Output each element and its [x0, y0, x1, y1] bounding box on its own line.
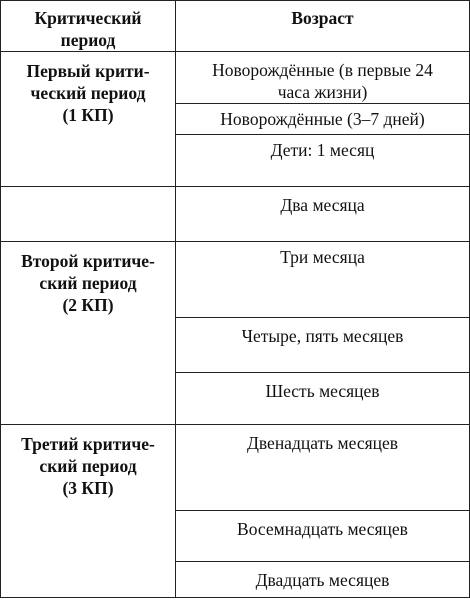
- age-line: Три месяца: [280, 247, 365, 267]
- age-cell: [176, 135, 470, 187]
- age-line: Двенадцать месяцев: [246, 433, 399, 453]
- header-age: Возраст: [176, 1, 470, 52]
- age-line: Два месяца: [280, 195, 365, 215]
- period-1-line-3: (1 КП): [62, 105, 114, 125]
- age-cell: [176, 318, 470, 373]
- age-line: Шесть месяцев: [265, 381, 380, 401]
- period-1-line-1: Первый крити-: [26, 61, 150, 81]
- period-cell-empty: [1, 187, 176, 242]
- table-row: [1, 187, 470, 242]
- table-header-row: [1, 1, 470, 52]
- age-line: Новорождённые (3–7 дней): [220, 109, 425, 129]
- period-1-line-2: ческий период: [30, 83, 146, 103]
- age-line: Четыре, пять месяцев: [241, 326, 404, 346]
- age-line: Восемнадцать месяцев: [237, 519, 408, 539]
- period-2-line-2: ский период: [39, 273, 137, 293]
- age-cell: [176, 242, 470, 318]
- period-2-line-1: Второй критиче-: [21, 251, 155, 271]
- period-cell-3: [1, 425, 176, 598]
- age-line: Новорождённые (в первые 24: [212, 60, 433, 80]
- period-3-line-3: (3 КП): [62, 478, 114, 498]
- period-3-line-2: ский период: [39, 456, 137, 476]
- age-line: Двадцать месяцев: [255, 570, 390, 590]
- header-critical-period-line-2: период: [60, 30, 116, 50]
- table-row: [1, 242, 470, 318]
- age-cell: [176, 425, 470, 511]
- period-cell-1: [1, 52, 176, 187]
- age-cell: [176, 187, 470, 242]
- table-row: [1, 425, 470, 511]
- header-critical-period: [1, 1, 176, 52]
- age-cell: [176, 373, 470, 425]
- age-line: часа жизни): [277, 82, 368, 102]
- period-cell-2: [1, 242, 176, 425]
- table-row: [1, 52, 470, 104]
- age-cell: [176, 511, 470, 562]
- age-line: Дети: 1 месяц: [270, 140, 375, 160]
- age-cell: [176, 562, 470, 598]
- age-cell: [176, 104, 470, 135]
- header-critical-period-line-1: Критический: [34, 8, 142, 28]
- period-2-line-3: (2 КП): [62, 295, 114, 315]
- age-cell: [176, 52, 470, 104]
- period-3-line-1: Третий критиче-: [21, 434, 155, 454]
